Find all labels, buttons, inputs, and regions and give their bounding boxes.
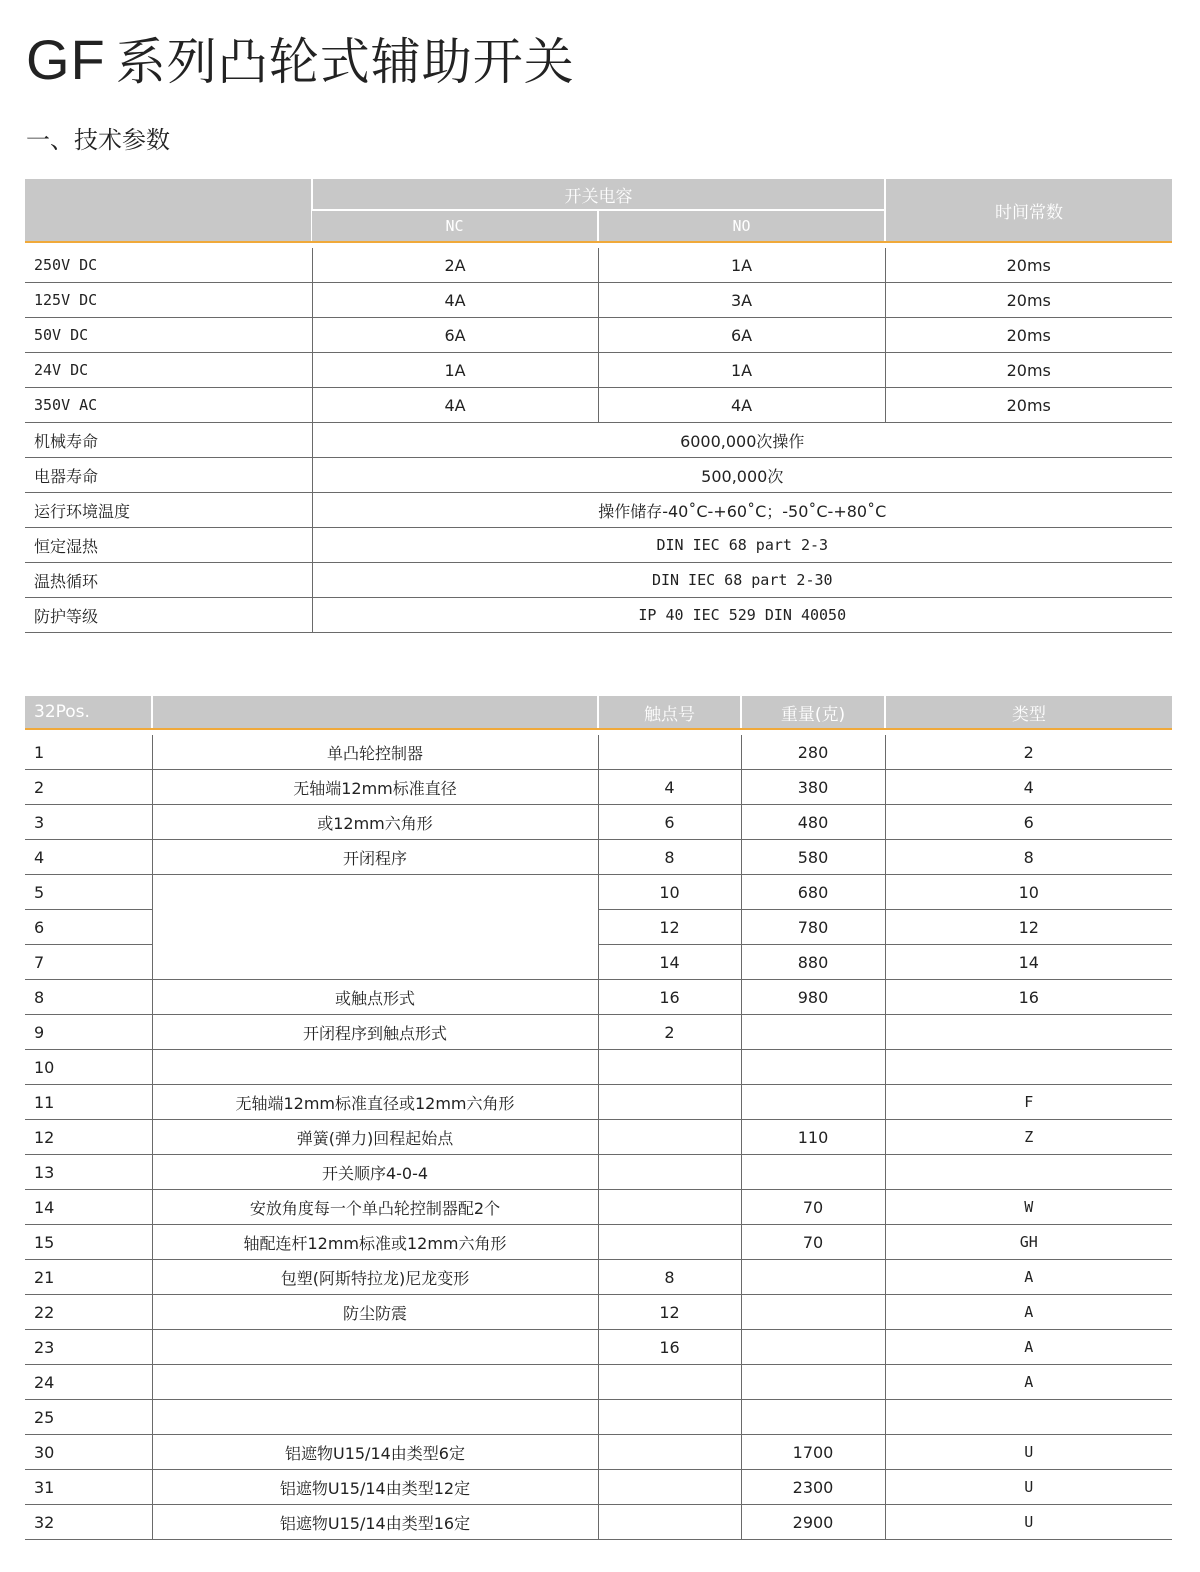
spec-param-label: 防护等级 [25,598,312,633]
contacts-cell [598,1505,741,1540]
pos-cell: 2 [25,770,152,805]
desc-cell: 轴配连杆12mm标准或12mm六角形 [152,1225,598,1260]
weight-cell [741,1400,885,1435]
desc-cell: 开闭程序 [152,840,598,875]
title-code: GF [26,28,106,91]
weight-cell: 2300 [741,1470,885,1505]
desc-cell: 无轴端12mm标准直径或12mm六角形 [152,1085,598,1120]
pos-cell: 13 [25,1155,152,1190]
spec-row [25,388,1172,423]
desc-cell [152,1050,598,1085]
desc-cell: 包塑(阿斯特拉龙)尼龙变形 [152,1260,598,1295]
desc-cell [152,1400,598,1435]
pos-cell: 3 [25,805,152,840]
type-cell: U [885,1435,1172,1470]
type-cell: 12 [885,910,1172,945]
type-cell: 14 [885,945,1172,980]
spec-nc-value: 2A [312,248,598,283]
spec-table [25,179,1172,633]
weight-cell: 780 [741,910,885,945]
spec-nc-value: 6A [312,318,598,353]
type-cell [885,1155,1172,1190]
pos-cell: 7 [25,945,152,980]
type-cell: 10 [885,875,1172,910]
contacts-cell [598,1120,741,1155]
spec-row [25,248,1172,283]
table-row [25,1505,1172,1540]
weight-cell: 280 [741,735,885,770]
desc-cell: 开关顺序4-0-4 [152,1155,598,1190]
spec-no-value: 4A [598,388,885,423]
pos-cell: 8 [25,980,152,1015]
table-row [25,1470,1172,1505]
spec-row [25,493,1172,528]
type-cell: 2 [885,735,1172,770]
spec-time-value: 20ms [885,318,1172,353]
table-row [25,1085,1172,1120]
type-cell: U [885,1505,1172,1540]
weight-cell: 680 [741,875,885,910]
contacts-cell [598,1050,741,1085]
table-row [25,1400,1172,1435]
table-row [25,1295,1172,1330]
table-row [25,1260,1172,1295]
table-row [25,1365,1172,1400]
contacts-cell [598,1190,741,1225]
table-row [25,735,1172,770]
contacts-cell [598,735,741,770]
pos-header-desc [152,696,598,729]
type-cell: W [885,1190,1172,1225]
type-cell [885,1400,1172,1435]
desc-cell: 单凸轮控制器 [152,735,598,770]
weight-cell: 380 [741,770,885,805]
contacts-cell: 14 [598,945,741,980]
pos-cell: 9 [25,1015,152,1050]
table-row [25,875,1172,910]
page-title [26,22,575,94]
pos-cell: 23 [25,1330,152,1365]
spec-header-group: 开关电容 [312,179,885,210]
contacts-cell: 12 [598,910,741,945]
weight-cell: 880 [741,945,885,980]
weight-cell [741,1015,885,1050]
type-cell: U [885,1470,1172,1505]
table-row [25,1330,1172,1365]
spec-row [25,458,1172,493]
spec-time-value: 20ms [885,388,1172,423]
spec-voltage-label: 24V DC [25,353,312,388]
title-text: 系列凸轮式辅助开关 [115,33,575,91]
pos-cell: 6 [25,910,152,945]
pos-header-contacts: 触点号 [598,696,741,729]
type-cell: Z [885,1120,1172,1155]
pos-cell: 21 [25,1260,152,1295]
spec-row [25,528,1172,563]
desc-cell: 或触点形式 [152,980,598,1015]
spec-voltage-label: 50V DC [25,318,312,353]
position-table [25,696,1172,1540]
spec-param-label: 电器寿命 [25,458,312,493]
weight-cell: 70 [741,1190,885,1225]
spec-param-label: 温热循环 [25,563,312,598]
contacts-cell [598,1470,741,1505]
spec-table-body [25,248,1172,633]
type-cell: 8 [885,840,1172,875]
pos-cell: 15 [25,1225,152,1260]
pos-cell: 12 [25,1120,152,1155]
contacts-cell: 10 [598,875,741,910]
contacts-cell: 6 [598,805,741,840]
desc-cell: 开闭程序到触点形式 [152,1015,598,1050]
desc-cell: 或12mm六角形 [152,805,598,840]
table-row [25,1120,1172,1155]
weight-cell: 70 [741,1225,885,1260]
desc-cell: 弹簧(弹力)回程起始点 [152,1120,598,1155]
desc-cell: 铝遮物U15/14由类型16定 [152,1505,598,1540]
type-cell: 6 [885,805,1172,840]
spec-no-value: 3A [598,283,885,318]
weight-cell [741,1085,885,1120]
spec-time-value: 20ms [885,248,1172,283]
spec-time-value: 20ms [885,353,1172,388]
weight-cell: 480 [741,805,885,840]
pos-header-pos: 32Pos. [25,696,152,729]
spec-header-time: 时间常数 [885,179,1172,242]
contacts-cell [598,1365,741,1400]
pos-cell: 25 [25,1400,152,1435]
position-table-body [25,735,1172,1540]
spec-row [25,423,1172,458]
contacts-cell [598,1400,741,1435]
spec-row [25,318,1172,353]
spec-param-value: DIN IEC 68 part 2-30 [312,563,1172,598]
contacts-cell [598,1155,741,1190]
desc-cell [152,1330,598,1365]
type-cell [885,1015,1172,1050]
weight-cell: 2900 [741,1505,885,1540]
table-row [25,805,1172,840]
spec-row [25,353,1172,388]
pos-cell: 4 [25,840,152,875]
weight-cell: 980 [741,980,885,1015]
pos-cell: 1 [25,735,152,770]
spec-param-value: 500,000次 [312,458,1172,493]
pos-header-type: 类型 [885,696,1172,729]
spec-voltage-label: 350V AC [25,388,312,423]
contacts-cell: 12 [598,1295,741,1330]
pos-cell: 32 [25,1505,152,1540]
pos-cell: 31 [25,1470,152,1505]
pos-cell: 24 [25,1365,152,1400]
spec-param-value: 操作储存-40˚C-+60˚C；-50˚C-+80˚C [312,493,1172,528]
desc-cell: 无轴端12mm标准直径 [152,770,598,805]
pos-cell: 14 [25,1190,152,1225]
type-cell: A [885,1260,1172,1295]
table-row [25,840,1172,875]
table-row [25,1015,1172,1050]
spec-no-value: 1A [598,248,885,283]
table-row [25,770,1172,805]
pos-cell: 30 [25,1435,152,1470]
pos-cell: 11 [25,1085,152,1120]
weight-cell [741,1295,885,1330]
type-cell: F [885,1085,1172,1120]
spec-param-value: DIN IEC 68 part 2-3 [312,528,1172,563]
contacts-cell [598,1435,741,1470]
contacts-cell: 16 [598,980,741,1015]
type-cell: 16 [885,980,1172,1015]
section-heading: 一、技术参数 [26,126,170,154]
spec-param-value: IP 40 IEC 529 DIN 40050 [312,598,1172,633]
table-row [25,1435,1172,1470]
weight-cell: 580 [741,840,885,875]
pos-cell: 10 [25,1050,152,1085]
contacts-cell [598,1225,741,1260]
spec-time-value: 20ms [885,283,1172,318]
weight-cell [741,1260,885,1295]
pos-cell: 22 [25,1295,152,1330]
table-row [25,1190,1172,1225]
table-row [25,980,1172,1015]
spec-nc-value: 4A [312,388,598,423]
pos-header-weight: 重量(克) [741,696,885,729]
spec-param-value: 6000,000次操作 [312,423,1172,458]
spec-nc-value: 1A [312,353,598,388]
table-row [25,1050,1172,1085]
spec-nc-value: 4A [312,283,598,318]
type-cell: GH [885,1225,1172,1260]
type-cell: A [885,1365,1172,1400]
spec-row [25,283,1172,318]
contacts-cell: 16 [598,1330,741,1365]
weight-cell: 110 [741,1120,885,1155]
weight-cell [741,1330,885,1365]
spec-voltage-label: 250V DC [25,248,312,283]
spec-no-value: 1A [598,353,885,388]
spec-row [25,563,1172,598]
spec-header-nc: NC [312,210,598,242]
spec-no-value: 6A [598,318,885,353]
spec-row [25,598,1172,633]
desc-cell: 铝遮物U15/14由类型6定 [152,1435,598,1470]
spec-header-no: NO [598,210,885,242]
weight-cell [741,1365,885,1400]
type-cell: 4 [885,770,1172,805]
desc-cell: 铝遮物U15/14由类型12定 [152,1470,598,1505]
weight-cell [741,1050,885,1085]
contacts-cell: 4 [598,770,741,805]
type-cell: A [885,1295,1172,1330]
table-row [25,1225,1172,1260]
pos-cell: 5 [25,875,152,910]
contacts-cell [598,1085,741,1120]
desc-cell [152,875,598,980]
weight-cell: 1700 [741,1435,885,1470]
weight-cell [741,1155,885,1190]
table-row [25,1155,1172,1190]
type-cell: A [885,1330,1172,1365]
spec-param-label: 恒定湿热 [25,528,312,563]
contacts-cell: 2 [598,1015,741,1050]
type-cell [885,1050,1172,1085]
spec-param-label: 运行环境温度 [25,493,312,528]
contacts-cell: 8 [598,840,741,875]
desc-cell [152,1365,598,1400]
desc-cell: 安放角度每一个单凸轮控制器配2个 [152,1190,598,1225]
spec-voltage-label: 125V DC [25,283,312,318]
spec-header-blank [25,179,312,242]
contacts-cell: 8 [598,1260,741,1295]
desc-cell: 防尘防震 [152,1295,598,1330]
spec-param-label: 机械寿命 [25,423,312,458]
